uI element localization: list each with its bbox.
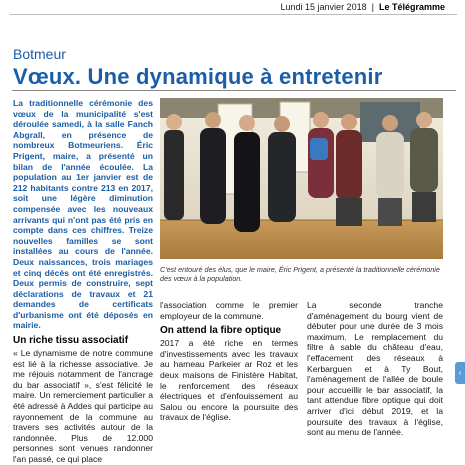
header-separator: | <box>369 2 377 12</box>
column-3-text: La seconde tranche d'aménagement du bourg vient de débuter pour une durée de 3 mois maximum. Le remplacement du filtre à sable du château d'eau, l'effacement des réseaux à Kerbarguen et à Ty Bout, l'aménagement de l'allée de boule pour accueillir le bar associatif, la tant attendue fibre optique qui doit arriver d'ici début 2019, et la poursuite des travaux à l'église, sont au menu de l'année. <box>307 300 443 438</box>
article-lede: La traditionnelle cérémonie des vœux de la municipalité s'est déroulée samedi, à la salle Fanch Abgrall, en présence de nombreux Botmeuriens. Éric Prigent, maire, a présenté un bilan de l'année écoulée. La population au 1er janvier est de 212 habitants contre 213 en 2017, soit une légère diminution compensée avec les nouveaux arrivants qui n'ont pas été pris en compte dans ces chiffres. Treize nouvelles familles se sont installées au cours de l'année. Deux naissances, trois mariages et cinq décès ont été enregistrés. Deux permis de construire, sept déclarations de travaux et 21 demandes de certificats d'urbanisme ont été déposés en mairie. <box>13 98 153 331</box>
article-column-3 <box>307 300 443 438</box>
header-date: Lundi 15 janvier 2018 <box>280 2 367 12</box>
section-heading-fibre: On attend la fibre optique <box>160 325 282 337</box>
section-heading-associatif: Un riche tissu associatif <box>13 335 129 347</box>
title-divider <box>12 90 456 91</box>
article-photo <box>160 98 443 259</box>
page-header <box>0 0 465 14</box>
continuation-text: l'association comme le premier employeur de la commune. <box>160 300 298 321</box>
section-text-associatif: « Le dynamisme de notre commune est lié à la richesse associative. Je me réjouis notamment de l'ancrage du bar associatif », s'est félicité le maire. Un remerciement particulier a été adressé à Addes qui participe au rayonnement de la commune au travers ses activités autour de la randonnée. Plus de 12.000 personnes sont venues randonner l'an passé, ce qui place <box>13 348 153 464</box>
header-divider <box>10 14 457 15</box>
article-column-2 <box>160 300 298 423</box>
section-text-fibre: 2017 a été riche en termes d'investissements avec les travaux au hameau Parkeier ar Roz et les deux maisons de Finistère Habitat, le renforcement des réseaux électriques et d'enfouissement au Salou ou encore la poursuite des travaux de l'église. <box>160 338 298 423</box>
side-tab-icon[interactable]: ‹ <box>455 362 465 384</box>
photo-caption: C'est entouré des élus, que le maire, Éric Prigent, a présenté la traditionnelle cérémonie des vœux à la population. <box>160 265 440 283</box>
group-photo-illustration <box>160 98 443 259</box>
newspaper-name: Le Télégramme <box>378 2 445 12</box>
article-column-1 <box>13 98 153 465</box>
article-title: Vœux. Une dynamique à entretenir <box>13 64 383 89</box>
article-location: Botmeur <box>13 46 66 62</box>
